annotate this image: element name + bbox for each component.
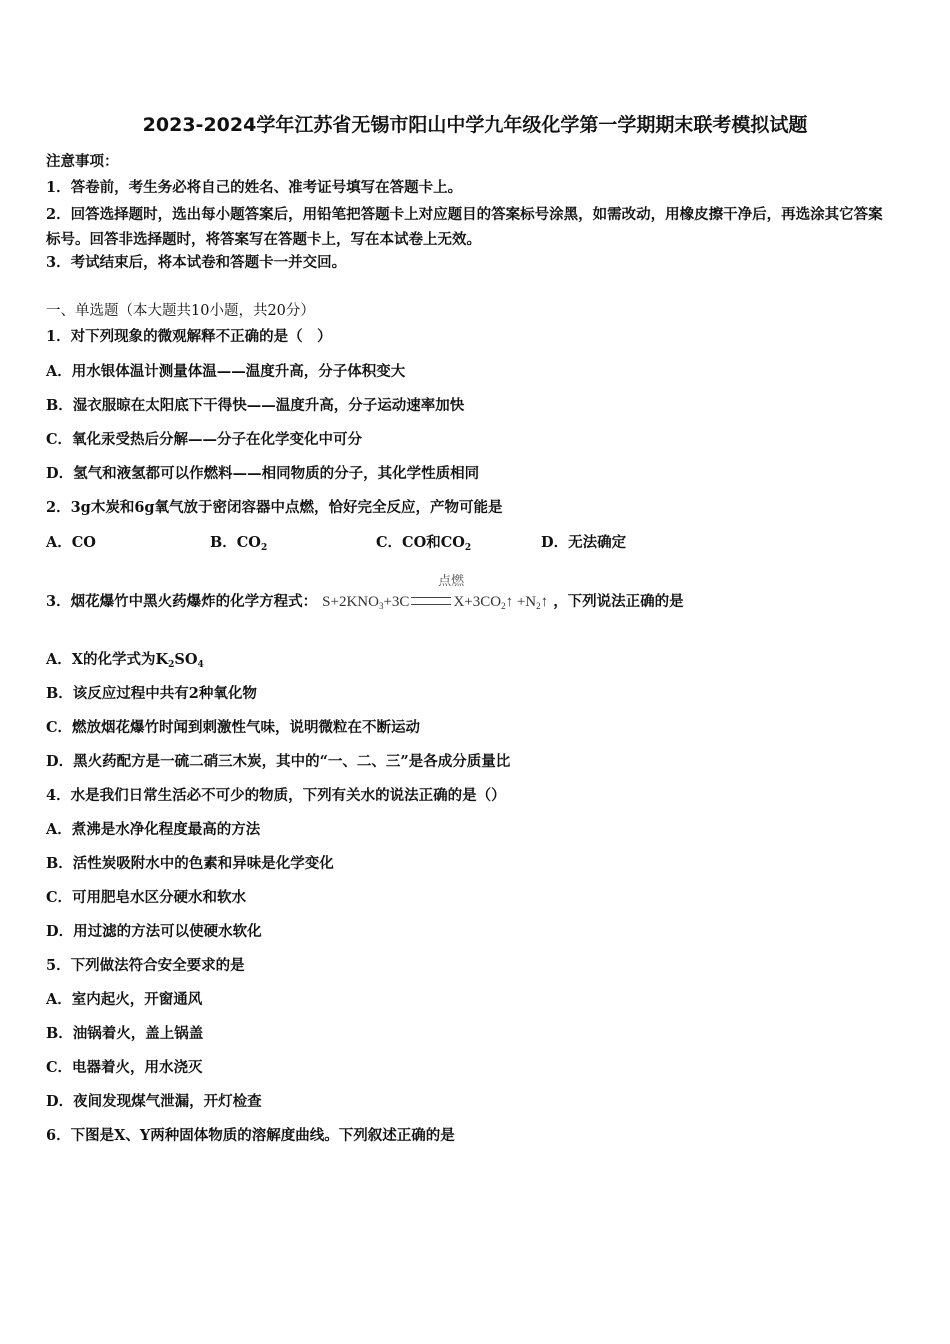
q3-option-c: C．燃放烟花爆竹时闻到刺激性气味，说明微粒在不断运动 bbox=[46, 719, 421, 736]
q2-stem: 2．3g木炭和6g氧气放于密闭容器中点燃，恰好完全反应，产物可能是 bbox=[46, 499, 503, 516]
q1-option-a: A．用水银体温计测量体温——温度升高，分子体积变大 bbox=[46, 363, 406, 380]
q4-option-a: A．煮沸是水净化程度最高的方法 bbox=[46, 821, 261, 838]
q1-option-c: C．氧化汞受热后分解——分子在化学变化中可分 bbox=[46, 431, 363, 448]
q3-option-d: D．黑火药配方是一硫二硝三木炭，其中的“一、二、三”是各成分质量比 bbox=[46, 753, 511, 770]
q4-option-b: B．活性炭吸附水中的色素和异味是化学变化 bbox=[46, 855, 334, 872]
q3-option-a: A．X的化学式为$K_2SO_4$ bbox=[46, 651, 204, 670]
q5-option-a: A．室内起火，开窗通风 bbox=[46, 991, 203, 1008]
q2-option-b: B．$CO_2$ bbox=[210, 534, 268, 553]
q1-option-b: B．湿衣服晾在太阳底下干得快——温度升高，分子运动速率加快 bbox=[46, 397, 465, 414]
notice-heading: 注意事项： bbox=[46, 153, 119, 170]
q4-option-c: C．可用肥皂水区分硬水和软水 bbox=[46, 889, 247, 906]
q5-option-d: D．夜间发现煤气泄漏，开灯检查 bbox=[46, 1093, 262, 1110]
q1-option-d: D．氢气和液氢都可以作燃料——相同物质的分子，其化学性质相同 bbox=[46, 465, 480, 482]
page-title: 2023-2024学年江苏省无锡市阳山中学九年级化学第一学期期末联考模拟试题 bbox=[142, 114, 808, 136]
q2-option-d: D．无法确定 bbox=[541, 534, 627, 551]
q3-option-b: B．该反应过程中共有2种氧化物 bbox=[46, 685, 257, 702]
q2-option-a: A．CO bbox=[46, 534, 96, 551]
equation-double-line bbox=[411, 597, 451, 605]
notice-item-2: 2．回答选择题时，选出每小题答案后，用铅笔把答题卡上对应题目的答案标号涂黑，如需改动，用橡皮擦干净后，再选涂其它答案标号。回答非选择题时，将答案写在答题卡上，写在本试卷上无效。 bbox=[46, 206, 883, 248]
q2-option-c: C．CO和$CO_2$ bbox=[376, 534, 472, 553]
q1-stem: 1．对下列现象的微观解释不正确的是（ ） bbox=[46, 328, 332, 345]
q5-stem: 5．下列做法符合安全要求的是 bbox=[46, 957, 245, 974]
section-heading: 一、单选题（本大题共10小题，共20分） bbox=[46, 303, 315, 319]
notice-item-1: 1．答卷前，考生务必将自己的姓名、准考证号填写在答题卡上。 bbox=[46, 179, 463, 196]
chemical-equation: 点燃 $S+2KNO_3+3C$ $X+3CO_2↑$ $+N_2↑$ bbox=[322, 574, 549, 611]
equation-condition: 点燃 bbox=[438, 574, 465, 589]
q4-stem: 4．水是我们日常生活必不可少的物质，下列有关水的说法正确的是（） bbox=[46, 787, 506, 804]
q3-stem: 3．烟花爆竹中黑火药爆炸的化学方程式： 点燃 $S+2KNO_3+3C$ $X+3CO_2↑$ $+N_2↑$ ，下列说法正确的是 bbox=[46, 574, 684, 611]
q5-option-b: B．油锅着火，盖上锅盖 bbox=[46, 1025, 204, 1042]
q5-option-c: C．电器着火，用水浇灭 bbox=[46, 1059, 203, 1076]
q6-stem: 6．下图是X、Y两种固体物质的溶解度曲线。下列叙述正确的是 bbox=[46, 1127, 455, 1144]
notice-item-3: 3．考试结束后，将本试卷和答题卡一并交回。 bbox=[46, 254, 347, 271]
q4-option-d: D．用过滤的方法可以使硬水软化 bbox=[46, 923, 262, 940]
